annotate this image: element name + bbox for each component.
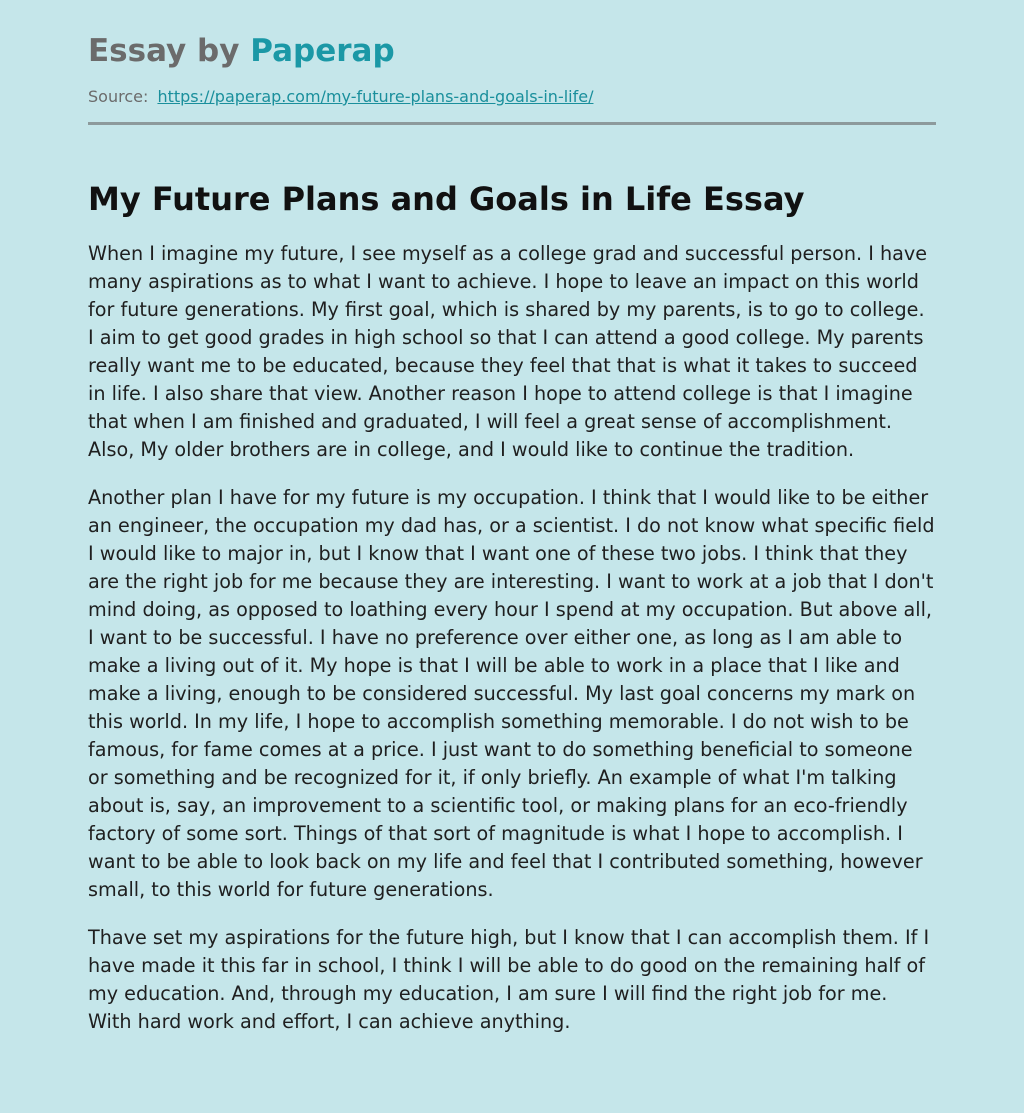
site-brand — [88, 30, 936, 72]
header-divider — [88, 122, 936, 125]
source-line — [88, 86, 936, 108]
essay-page — [88, 0, 936, 1036]
essay-title: My Future Plans and Goals in Life Essay — [88, 180, 805, 218]
source-link[interactable]: https://paperap.com/my-future-plans-and-goals-in-life/ — [157, 87, 594, 106]
brand-prefix: Essay by — [88, 33, 251, 69]
brand-name: Paperap — [250, 33, 395, 69]
essay-paragraph-3: Thave set my aspirations for the future high, but I know that I can accomplish them. If I have made it this far in school, I think I will be able to do good on the remaining half of my education. And, through my education, I am sure I will find the right job for me. With hard work and effort, I can achieve anything. — [88, 926, 930, 1033]
source-label: Source: — [88, 87, 149, 106]
essay-paragraph-1: When I imagine my future, I see myself as a college grad and successful person. I have many aspirations as to what I want to achieve. I hope to leave an impact on this world for future generations. My first goal, which is shared by my parents, is to go to college. I aim to get good grades in high school so that I can attend a good college. My parents really want me to be educated, because they feel that that is what it takes to succeed in life. I also share that view. Another reason I hope to attend college is that I imagine that when I am finished and graduated, I will feel a great sense of accomplishment. Also, My older brothers are in college, and I would like to continue the tradition. — [88, 242, 928, 461]
essay-paragraph-2: Another plan I have for my future is my occupation. I think that I would like to be either an engineer, the occupation my dad has, or a scientist. I do not know what specific field I would like to major in, but I know that I want one of these two jobs. I think that they are the right job for me because they are interesting. I want to work at a job that I don't mind doing, as opposed to loathing every hour I spend at my occupation. But above all, I want to be successful. I have no preference over either one, as long as I am able to make a living out of it. My hope is that I will be able to work in a place that I like and make a living, enough to be considered successful. My last goal concerns my mark on this world. In my life, I hope to accomplish something memorable. I do not wish to be famous, for fame comes at a price. I just want to do something beneficial to someone or something and be recognized for it, if only briefly. An example of what I'm talking about is, say, an improvement to a scientific tool, or making plans for an eco-friendly factory of some sort. Things of that sort of magnitude is what I hope to accomplish. I want to be able to look back on my life and feel that I contributed something, however small, to this world for future generations. — [88, 486, 935, 901]
